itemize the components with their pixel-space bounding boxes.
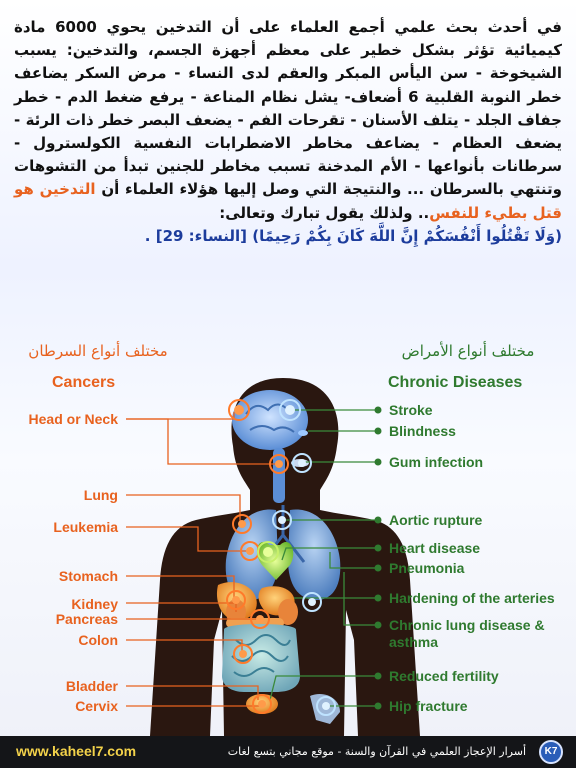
disease-label-hip-fracture: Hip fracture bbox=[389, 698, 468, 714]
disease-label-heart-disease: Heart disease bbox=[389, 540, 481, 556]
cancer-label-colon: Colon bbox=[78, 632, 118, 648]
site-logo-icon[interactable]: K7 bbox=[539, 740, 563, 764]
footer-tagline: أسرار الإعجاز العلمي في القرآن والسنة - موقع مجاني بتسع لغات bbox=[227, 745, 526, 758]
diseases-heading-en: Chronic Diseases bbox=[388, 374, 523, 391]
intro-text-part2: .. ولذلك يقول تبارك وتعالى: bbox=[219, 203, 430, 222]
disease-label-blindness: Blindness bbox=[389, 423, 456, 439]
cancer-label-lung: Lung bbox=[83, 487, 118, 503]
intro-text-part1: في أحدث بحث علمي أجمع العلماء على أن التدخين يحوي 6000 مادة كيميائية تؤثر بشكل خطير على معظم أجهزة الجسم، والتدخين: يسبب الشيخوخة - سن اليأس المبكر والعقم لدى النساء - مرض السكر يضاعف خطر النوبة القلبية 6 أضعاف- يشل نظام المناعة - يرفع ضغط الدم - خطر جفاف الجلد - يتلف الأسنان - تقرحات الفم - يضعف البصر خطر ذات الرئة - يضعف العظام - يضاعف مخاطر الاضطرابات النفسية الكولسترول - سرطانات بأنواعها - الأم المدخنة تسبب مخاطر للجنين تبدأ من التشوهات وتنتهي بالسرطان ... والنتيجة التي وصل إليها هؤلاء العلماء أن bbox=[14, 18, 562, 199]
disease-label-chronic-lung: Chronic lung disease & asthma bbox=[389, 617, 545, 650]
disease-label-pneumonia: Pneumonia bbox=[389, 560, 465, 576]
footer-bar bbox=[0, 736, 576, 768]
cancer-label-cervix: Cervix bbox=[75, 698, 118, 714]
disease-label-reduced-fertility: Reduced fertility bbox=[389, 668, 499, 684]
cancer-label-stomach: Stomach bbox=[58, 568, 118, 584]
cancer-label-kidney: Kidney bbox=[71, 596, 118, 612]
disease-label-aortic-rupture: Aortic rupture bbox=[389, 512, 483, 528]
cancer-label-bladder: Bladder bbox=[65, 678, 118, 694]
cancer-label-head-neck: Head or Neck bbox=[28, 411, 118, 427]
diseases-heading-ar: مختلف أنواع الأمراض bbox=[401, 342, 535, 360]
eye-organ bbox=[298, 430, 308, 436]
disease-label-gum-infection: Gum infection bbox=[389, 454, 484, 470]
disease-label-hardening-arteries: Hardening of the arteries bbox=[389, 590, 555, 606]
cancers-heading-en: Cancers bbox=[52, 374, 116, 391]
site-url-link[interactable]: www.kaheel7.com bbox=[16, 743, 137, 759]
disease-label-stroke: Stroke bbox=[389, 402, 433, 418]
cancers-heading-ar: مختلف أنواع السرطان bbox=[28, 342, 168, 360]
cancer-label-pancreas: Pancreas bbox=[55, 611, 118, 627]
verse-citation: [النساء: 29] . bbox=[144, 226, 247, 245]
intro-highlight: التدخين هو قتل بطيء للنفس bbox=[14, 180, 562, 222]
cancer-label-leukemia: Leukemia bbox=[53, 519, 118, 535]
quran-verse: (وَلَا تَقْتُلُوا أَنْفُسَكُمْ إِنَّ اللَّهَ كَانَ بِكُمْ رَحِيمًا) bbox=[252, 226, 562, 245]
